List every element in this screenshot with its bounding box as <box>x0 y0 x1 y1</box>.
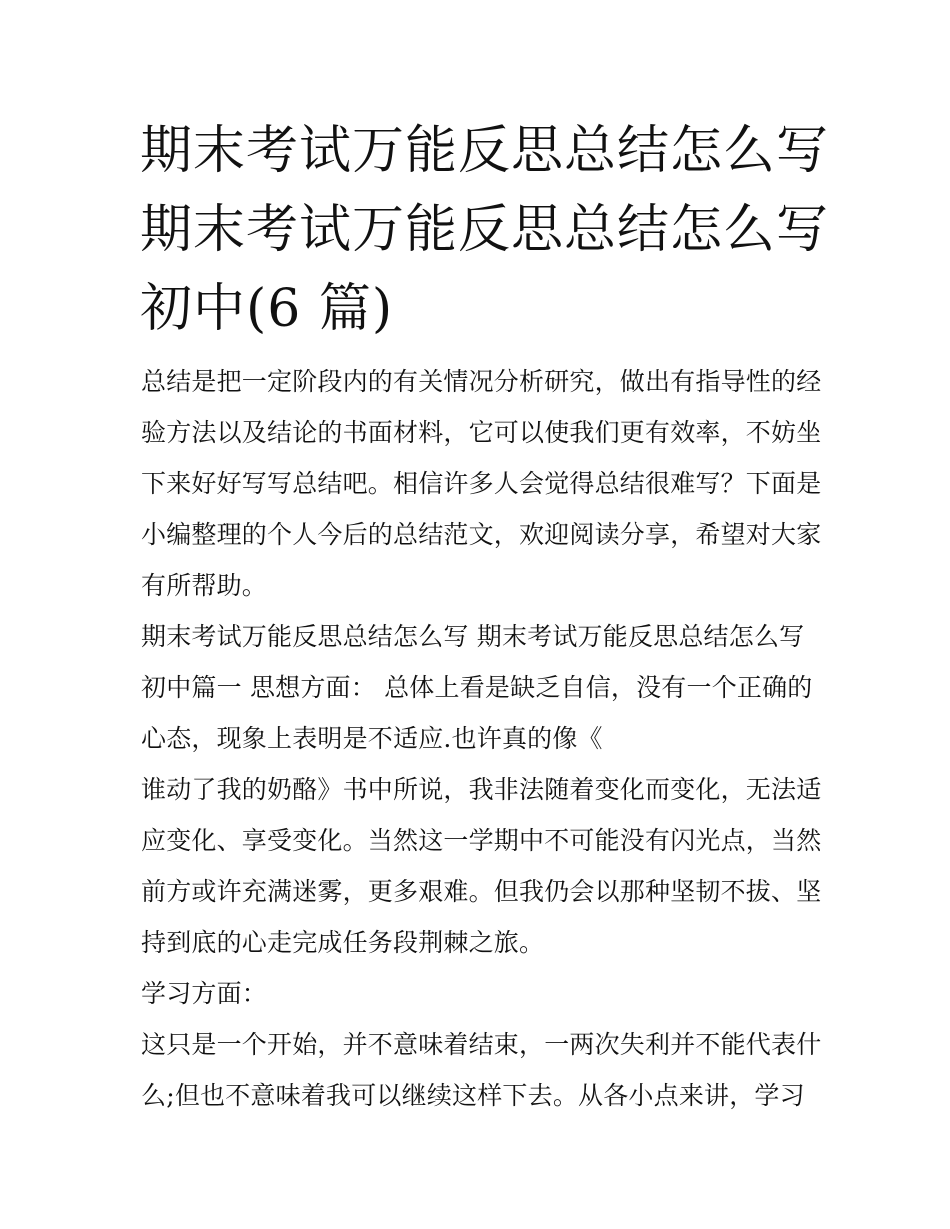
document-body <box>141 356 821 1121</box>
section-line: 期末考试万能反思总结怎么写 期末考试万能反思总结怎么写 <box>141 622 805 651</box>
section-line: 谁动了我的奶酪》书中所说，我非法随着变化而变化，无法适 <box>141 775 822 804</box>
intro-line: 总结是把一定阶段内的有关情况分析研究，做出有指导性的经 <box>141 367 822 396</box>
title-line: 初中(6 篇) <box>140 279 394 339</box>
section-line: 么;但也不意味着我可以继续这样下去。从各小点来讲，学习 <box>141 1081 805 1110</box>
title-line: 期末考试万能反思总结怎么写 <box>140 200 830 260</box>
intro-line: 有所帮助。 <box>141 571 268 600</box>
section-line: 这只是一个开始，并不意味着结束，一两次失利并不能代表什 <box>141 1030 822 1059</box>
intro-line: 验方法以及结论的书面材料，它可以使我们更有效率，不妨坐 <box>141 418 822 447</box>
section-line: 持到底的心走完成任务段荆棘之旅。 <box>141 928 545 957</box>
section-line: 前方或许充满迷雾，更多艰难。但我仍会以那种坚韧不拔、坚 <box>141 877 822 906</box>
section-line: 应变化、享受变化。当然这一学期中不可能没有闪光点，当然 <box>141 826 822 855</box>
document-title <box>140 112 830 349</box>
section-line: 心态，现象上表明是不适应.也许真的像《 <box>141 724 603 753</box>
intro-line: 下来好好写写总结吧。相信许多人会觉得总结很难写？下面是 <box>141 469 822 498</box>
title-line: 期末考试万能反思总结怎么写 <box>140 121 830 181</box>
section-heading: 学习方面： <box>141 979 268 1008</box>
section-line: 初中篇一 思想方面： 总体上看是缺乏自信，没有一个正确的 <box>141 673 813 702</box>
intro-line: 小编整理的个人今后的总结范文，欢迎阅读分享，希望对大家 <box>141 520 822 549</box>
